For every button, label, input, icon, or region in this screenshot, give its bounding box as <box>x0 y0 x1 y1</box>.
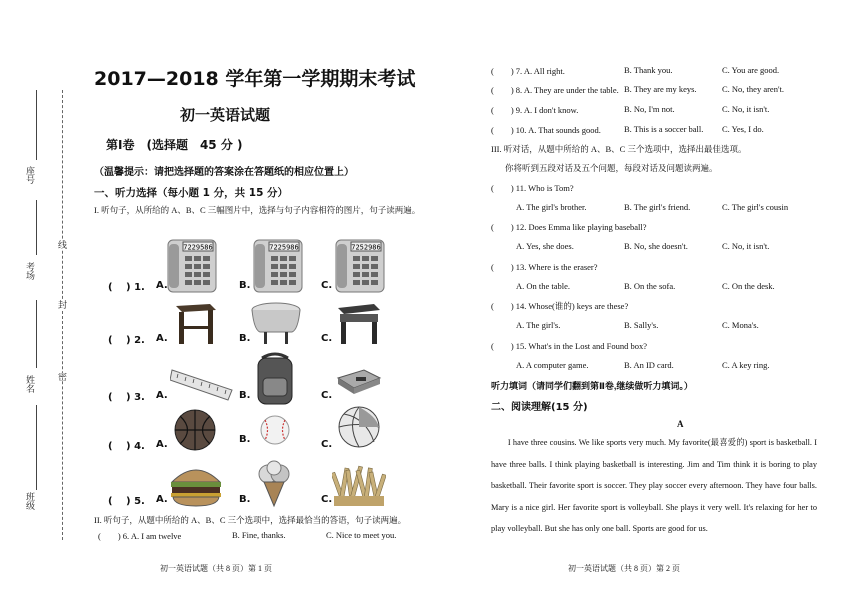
opt-b-1: B. <box>239 280 251 291</box>
row-label-3: ( ) 3. <box>108 392 145 403</box>
opt-c-2: C. <box>321 333 333 344</box>
q10-option-b: B. This is a soccer ball. <box>624 124 704 134</box>
q15-option-c: C. A key ring. <box>722 360 770 370</box>
seat-label: 座号 <box>25 166 35 184</box>
q14-question: ( ) 14. Whose(谁的) keys are these? <box>491 301 629 311</box>
q9-option-a: ( ) 9. A. I don't know. <box>491 105 579 115</box>
exam-title: 2017—2018 学年第一学期期末考试 <box>94 68 416 90</box>
opt-a-3: A. <box>156 390 168 401</box>
q7-option-c: C. You are good. <box>722 65 780 75</box>
q10-option-c: C. Yes, I do. <box>722 124 764 134</box>
q13-option-c: C. On the desk. <box>722 281 775 291</box>
q14-option-c: C. Mona's. <box>722 320 759 330</box>
binding-line <box>62 90 63 540</box>
volume-label: 第Ⅰ卷 (选择题 45 分 ) <box>106 138 243 152</box>
q14-option-a: A. The girl's. <box>516 320 561 330</box>
class-blank <box>36 405 37 490</box>
seat-blank <box>36 90 37 160</box>
dense-label: 密 <box>57 372 67 381</box>
ice-cream-picture <box>256 460 292 508</box>
q11-question: ( ) 11. Who is Tom? <box>491 183 574 193</box>
name-label: 姓名 <box>25 375 35 393</box>
name-blank <box>36 300 37 368</box>
hamburger-picture <box>168 462 224 508</box>
schoolbag-picture <box>252 352 298 406</box>
opt-c-1: C. <box>321 280 333 291</box>
class-label: 班级 <box>25 492 35 510</box>
opt-c-4: C. <box>321 439 333 450</box>
q8-option-b: B. They are my keys. <box>624 84 697 94</box>
opt-b-4: B. <box>239 434 251 445</box>
q8-option-a: ( ) 8. A. They are under the table. <box>491 85 619 95</box>
q7-option-b: B. Thank you. <box>624 65 673 75</box>
opt-a-1: A. <box>156 280 168 291</box>
q11-option-b: B. The girl's friend. <box>624 202 691 212</box>
baseball-picture <box>258 414 292 446</box>
part1-instructions: I. 听句子，从所给的 A、B、C 三幅图片中，选择与句子内容相符的图片，句子读两遍。 <box>94 205 421 215</box>
q15-option-b: B. An ID card. <box>624 360 674 370</box>
opt-a-2: A. <box>156 333 168 344</box>
row-label-2: ( ) 2. <box>108 335 145 346</box>
exam-room-blank <box>36 200 37 255</box>
q15-option-a: A. A computer game. <box>516 360 589 370</box>
q12-option-b: B. No, she doesn't. <box>624 241 688 251</box>
opt-b-2: B. <box>239 333 251 344</box>
part3-note: 你将听到五段对话及五个问题，每段对话及问题读两遍。 <box>505 163 718 173</box>
basketball-picture <box>172 408 218 452</box>
telephone-picture-a <box>166 236 218 294</box>
seal-label: 封 <box>57 300 67 309</box>
q9-option-c: C. No, it isn't. <box>722 104 770 114</box>
listening-section-title: 一、听力选择（每小题 1 分，共 15 分） <box>94 187 289 199</box>
phone-number-a: 7229586 <box>183 243 213 252</box>
opt-b-3: B. <box>239 390 251 401</box>
q6-option-a: ( ) 6. A. I am twelve <box>98 531 182 541</box>
q12-option-c: C. No, it isn't. <box>722 241 770 251</box>
opt-b-5: B. <box>239 494 251 505</box>
exam-room-label: 考场 <box>25 262 35 280</box>
q13-question: ( ) 13. Where is the eraser? <box>491 262 598 272</box>
ruler-picture <box>170 362 236 402</box>
reading-section-title: 二、阅读理解(15 分) <box>491 402 588 413</box>
footer-page-2: 初一英语试题（共 8 页）第 2 页 <box>568 564 680 573</box>
q13-option-a: A. On the table. <box>516 281 571 291</box>
q11-option-a: A. The girl's brother. <box>516 202 587 212</box>
part2-instructions: II. 听句子，从题中所给的 A、B、C 三个选项中，选择最恰当的答语，句子读两遍。 <box>94 515 407 525</box>
q6-option-c: C. Nice to meet you. <box>326 530 397 540</box>
q13-option-b: B. On the sofa. <box>624 281 676 291</box>
opt-a-5: A. <box>156 494 168 505</box>
line-label: 线 <box>57 240 67 249</box>
q15-question: ( ) 15. What's in the Lost and Found box? <box>491 341 648 351</box>
fill-in-note: 听力填词（请同学们翻到第Ⅱ卷,继续做听力填词。） <box>491 381 693 391</box>
q14-option-b: B. Sally's. <box>624 320 659 330</box>
opt-c-3: C. <box>321 390 333 401</box>
row-label-4: ( ) 4. <box>108 441 145 452</box>
opt-a-4: A. <box>156 439 168 450</box>
q6-option-b: B. Fine, thanks. <box>232 530 286 540</box>
row-label-1: ( ) 1. <box>108 282 145 293</box>
q7-option-a: ( ) 7. A. All right. <box>491 66 565 76</box>
volleyball-picture <box>336 404 382 450</box>
q12-option-a: A. Yes, she does. <box>516 241 574 251</box>
q10-option-a: ( ) 10. A. That sounds good. <box>491 125 601 135</box>
round-table-picture <box>250 300 302 346</box>
stool-picture <box>172 300 218 346</box>
exam-subtitle: 初一英语试题 <box>180 106 271 124</box>
q9-option-b: B. No, I'm not. <box>624 104 675 114</box>
part3-instructions: III. 听对话，从题中所给的 A、B、C 三个选项中，选择出最佳选项。 <box>491 144 747 154</box>
q12-question: ( ) 12. Does Emma like playing baseball? <box>491 222 647 232</box>
phone-number-c: 7252986 <box>351 243 381 252</box>
q8-option-c: C. No, they aren't. <box>722 84 784 94</box>
footer-page-1: 初一英语试题（共 8 页）第 1 页 <box>160 564 272 573</box>
tip-text: （温馨提示：请把选择题的答案涂在答题纸的相应位置上） <box>94 167 354 178</box>
passage-label: A <box>677 419 684 429</box>
telephone-picture-c <box>334 236 386 294</box>
row-label-5: ( ) 5. <box>108 496 145 507</box>
square-table-picture <box>334 300 384 346</box>
fries-picture <box>332 462 386 508</box>
reading-passage: I have three cousins. We like sports very much. My favorite(最喜爱的) sport is basketball. I have three balls. I think playing basketball is interesting. Jim and Tim think it is boring to play basketball. Their favorite sport is soccer. They play soccer every afternoon. They have four balls. Mary is a nice girl. Her favorite sport is volleyball. She plays it very well. It's relaxing for her to play volleyball. But she has only one ball. Sports are good for us. <box>491 438 817 533</box>
telephone-picture-b <box>252 236 304 294</box>
phone-number-b: 7225986 <box>269 243 299 252</box>
q11-option-c: C. The girl's cousin <box>722 202 789 212</box>
pencil-box-picture <box>334 368 384 396</box>
opt-c-5: C. <box>321 494 333 505</box>
